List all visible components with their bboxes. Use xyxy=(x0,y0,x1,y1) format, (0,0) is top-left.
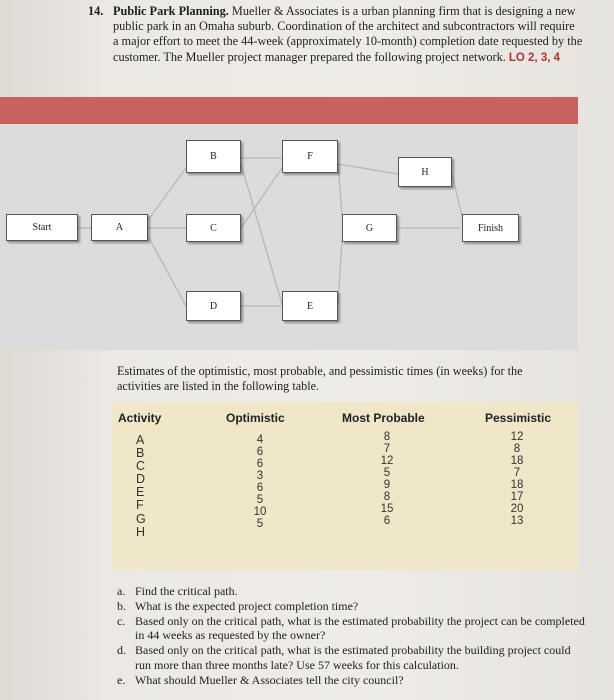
question-letter: d. xyxy=(117,643,126,658)
network-header-band xyxy=(0,97,578,124)
table-cell: A xyxy=(136,433,145,447)
question-letter: a. xyxy=(117,584,126,598)
table-cell: C xyxy=(136,459,146,474)
table-cell: 7 xyxy=(513,467,521,479)
table-cell: 5 xyxy=(256,518,264,530)
header-pessimistic: Pessimistic xyxy=(485,411,552,425)
table-cell: 20 xyxy=(510,503,524,515)
table-cell: 5 xyxy=(383,467,391,479)
question-text: Based only on the critical path, what is the estimated probability the project can be completed in 44 weeks as requested by the owner? xyxy=(135,613,585,643)
table-cell: 12 xyxy=(380,455,394,467)
node-b: B xyxy=(186,140,241,173)
node-h: H xyxy=(398,157,452,187)
table-cell: 9 xyxy=(383,479,391,491)
table-cell: 3 xyxy=(256,470,264,482)
node-c: C xyxy=(186,214,241,242)
node-start: Start xyxy=(6,214,78,241)
question-letter: e. xyxy=(117,672,126,687)
questions-list xyxy=(117,584,587,688)
most-probable-column xyxy=(372,431,402,527)
question-c xyxy=(117,614,587,644)
table-cell: 8 xyxy=(513,443,521,455)
activity-column xyxy=(136,434,156,539)
table-cell: 18 xyxy=(510,455,524,467)
table-cell: 7 xyxy=(383,443,391,455)
table-intro-text: Estimates of the optimistic, most probable, and pessimistic times (in weeks) for the activities are listed in the following table. xyxy=(117,364,523,393)
table-cell: 6 xyxy=(256,482,264,494)
node-a: A xyxy=(91,214,148,241)
table-cell: F xyxy=(136,498,144,513)
question-letter: c. xyxy=(117,613,126,628)
optimistic-column xyxy=(245,434,275,530)
node-finish: Finish xyxy=(462,214,519,242)
question-d xyxy=(117,643,587,673)
question-text: Based only on the critical path, what is the estimated probability the building project could run more than three months late? Use 57 weeks for this calculation. xyxy=(135,643,571,672)
question-text: What should Mueller & Associates tell the city council? xyxy=(135,672,404,687)
table-cell: 8 xyxy=(383,431,391,443)
question-text: Find the critical path. xyxy=(135,584,238,598)
problem-title: Public Park Planning. xyxy=(113,4,229,18)
problem-text: Mueller & Associates is a urban planning firm that is designing a new public park in an Omaha suburb. Coordination of the architect and subcontractors will require a major effort to meet the 44-week (approximately 10-month) completion date requested by the customer. The Mueller project manager prepared the following project network. xyxy=(113,4,583,64)
node-d: D xyxy=(186,291,241,321)
node-f: F xyxy=(282,140,338,173)
question-b xyxy=(117,599,587,614)
question-letter: b. xyxy=(117,598,126,613)
table-cell: H xyxy=(136,524,146,539)
table-cell: 6 xyxy=(256,458,264,470)
table-cell: 15 xyxy=(380,503,394,515)
pessimistic-column xyxy=(502,431,532,527)
node-g: G xyxy=(342,214,397,242)
table-cell: 8 xyxy=(383,491,391,503)
table-cell: 10 xyxy=(253,506,267,518)
question-a xyxy=(117,584,587,599)
header-activity: Activity xyxy=(118,411,162,425)
table-cell: 18 xyxy=(510,479,524,491)
table-cell: 13 xyxy=(510,515,524,527)
problem-number: 14. xyxy=(88,4,104,18)
table-cell: 6 xyxy=(256,446,264,458)
table-cell: 12 xyxy=(510,431,524,443)
table-cell: 17 xyxy=(510,491,524,503)
table-cell: G xyxy=(136,511,146,526)
table-cell: E xyxy=(136,485,145,500)
node-e: E xyxy=(282,291,338,321)
header-most-probable: Most Probable xyxy=(342,411,425,425)
learning-objectives: LO 2, 3, 4 xyxy=(508,51,561,64)
question-e xyxy=(117,673,587,688)
table-cell: D xyxy=(136,472,146,487)
header-optimistic: Optimistic xyxy=(226,411,285,425)
table-cell: 4 xyxy=(256,434,264,446)
table-cell: B xyxy=(136,446,145,461)
table-cell: 6 xyxy=(383,515,391,527)
question-text: What is the expected project completion time? xyxy=(135,598,359,613)
table-cell: 5 xyxy=(256,494,264,506)
